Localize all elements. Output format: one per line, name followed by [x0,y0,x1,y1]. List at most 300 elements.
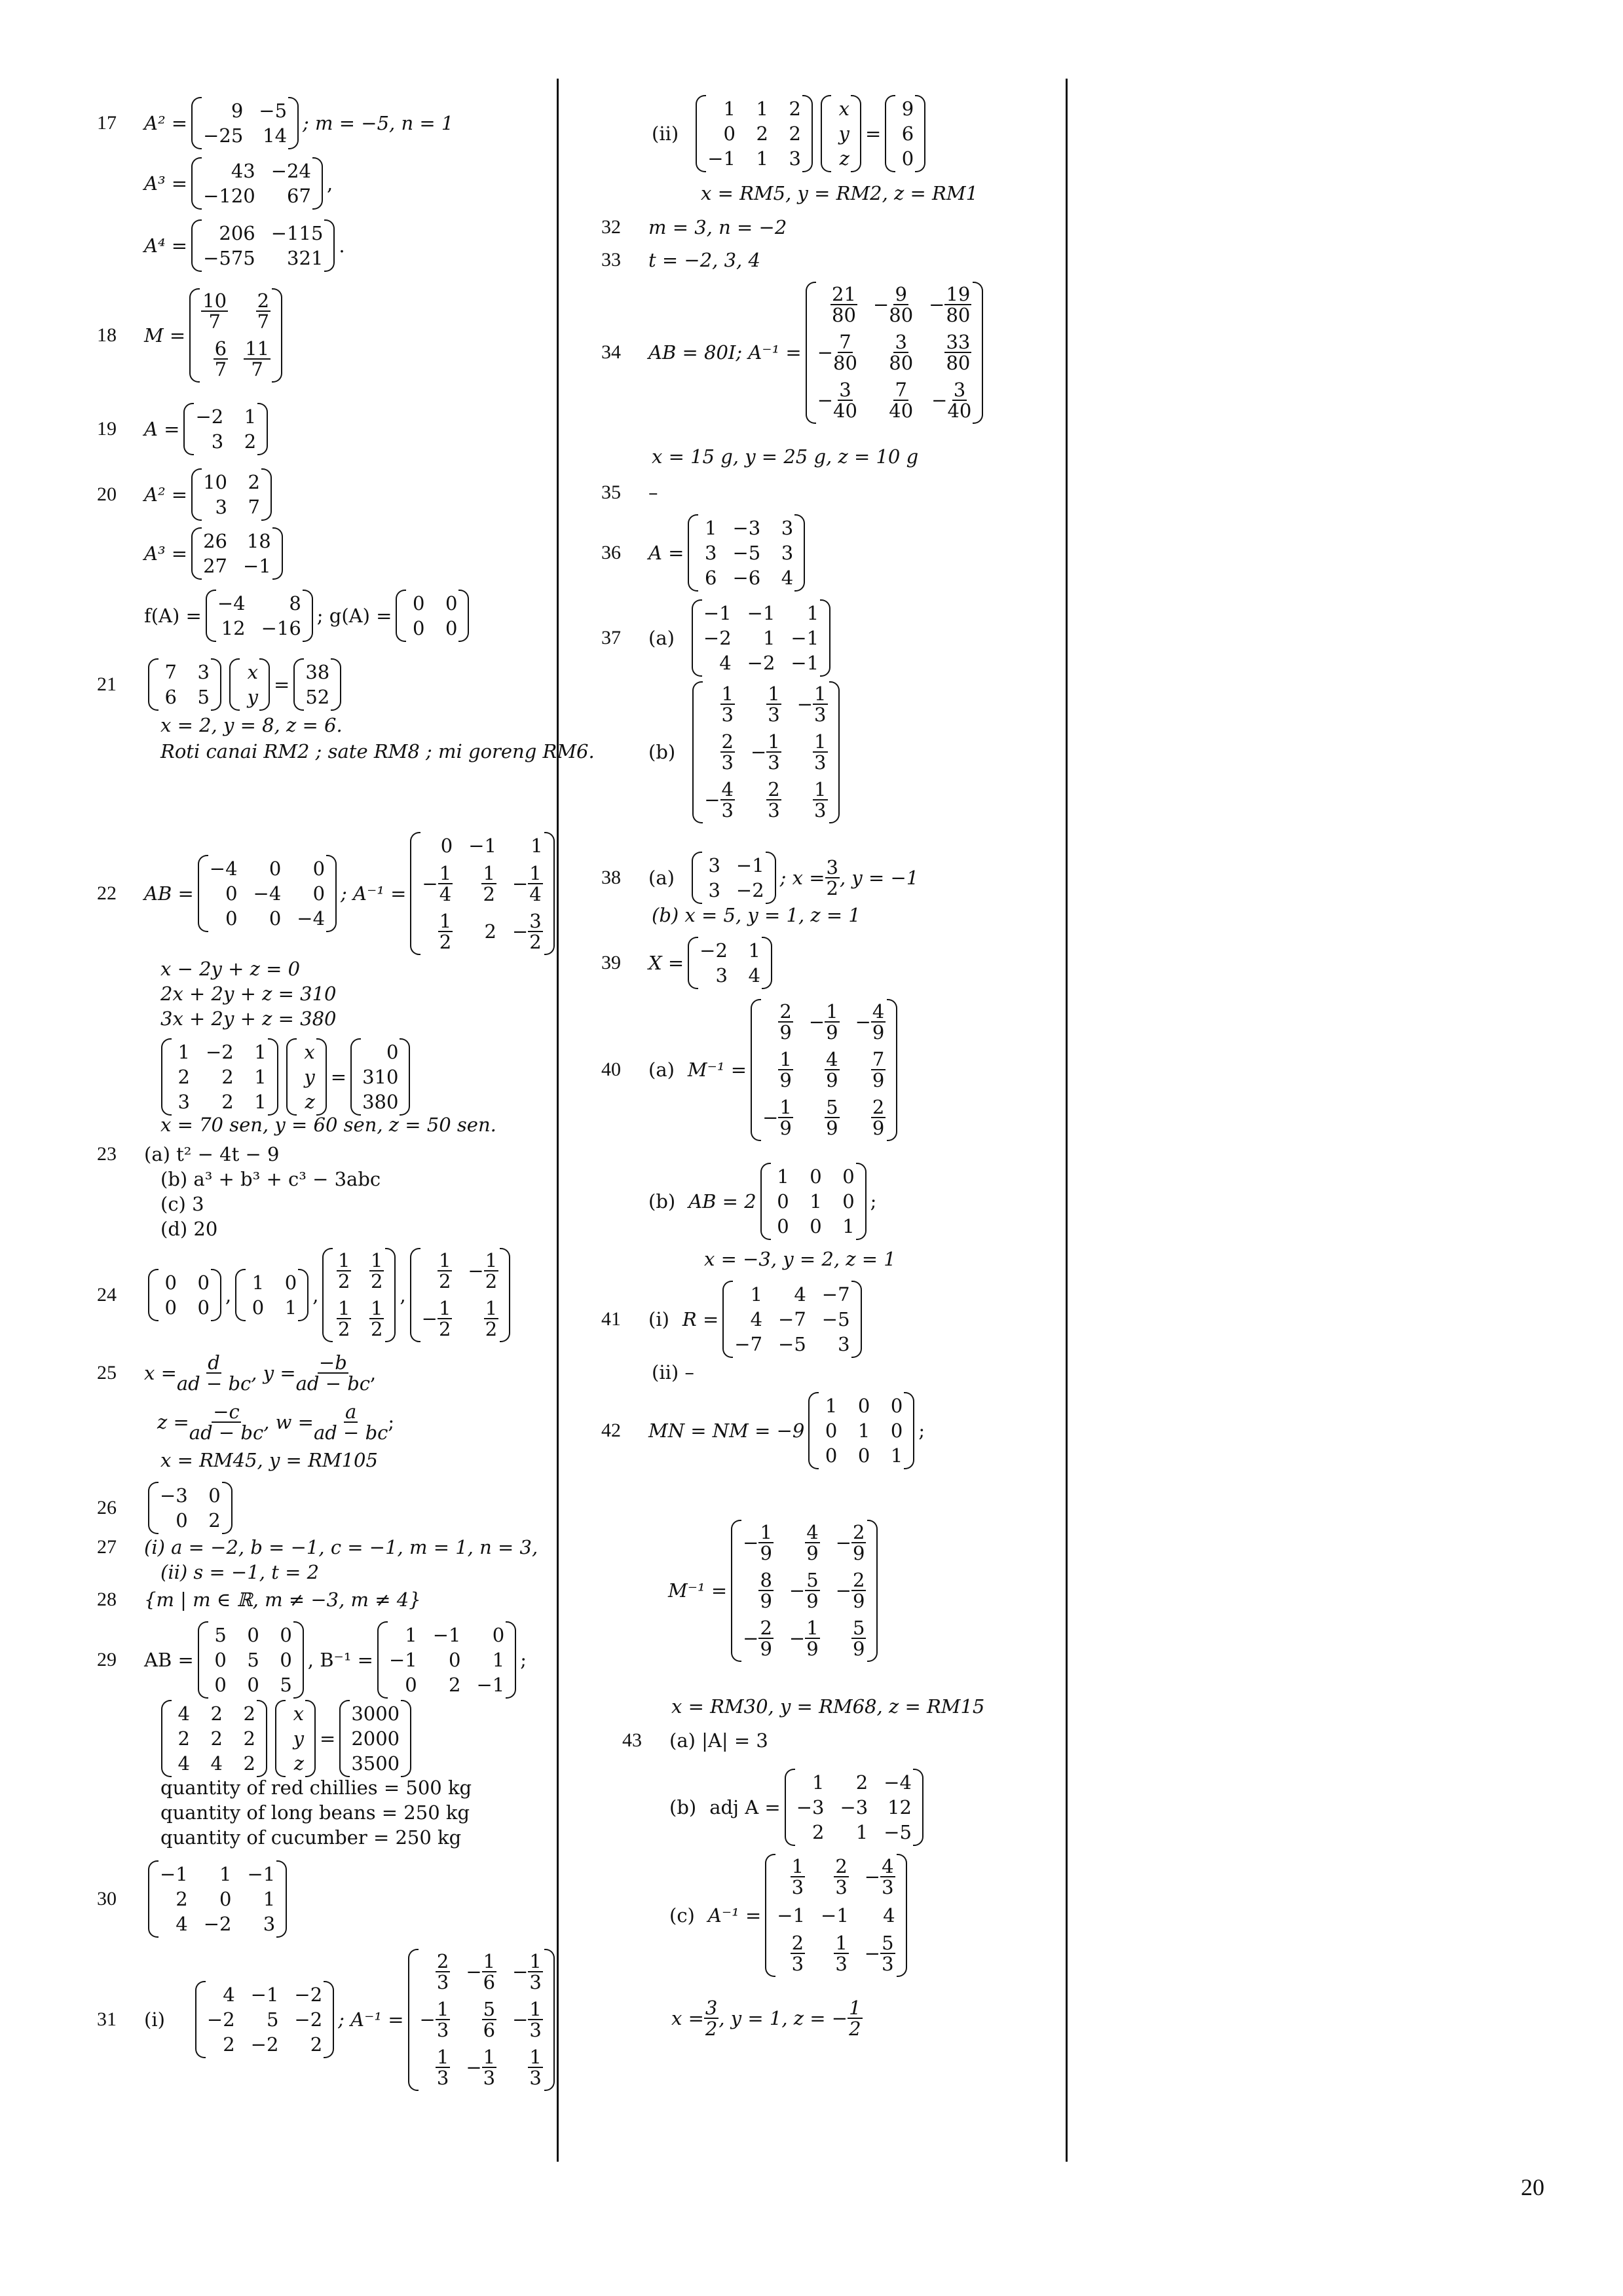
matrix-cell: 10 7 [202,290,227,333]
numerator: 3 [705,1997,718,2019]
matrix-cell: 1 [492,1649,505,1671]
matrix-cell: −115 [270,222,324,244]
matrix [289,658,345,711]
matrix-cell: 2 [449,1674,461,1696]
matrix-cell: 0 [857,1395,870,1417]
matrix-cell: 3 [705,542,717,564]
matrix [335,1700,415,1777]
matrix-cell: −1 [468,835,496,857]
matrix-right-bracket [851,1281,862,1358]
matrix-left-bracket [751,999,761,1141]
matrix-cell: 67 [287,185,311,207]
matrix-cell: 0 [219,1888,232,1910]
matrix-right-bracket [324,219,335,272]
matrix-right-bracket [856,1163,867,1240]
question-number: 31 [97,2008,117,2031]
matrix-cell: 14 [263,124,288,147]
matrix-cell: 0 [225,882,238,905]
matrix-left-bracket [765,1854,775,1977]
matrix-left-bracket [688,514,698,592]
question-number: 18 [97,324,117,346]
matrix-cell: 9 [231,100,244,122]
matrix-cell: 6 [901,122,914,145]
matrix-cell: −4 [217,592,246,614]
matrix [194,855,341,932]
matrix-cell: −2 [700,939,728,962]
answer-20 [97,468,276,521]
matrix-right-bracket [506,1621,516,1699]
matrix-left-bracket [183,403,194,455]
answer-37-b [648,681,844,823]
matrix-cell: −1 [707,147,736,170]
matrix-left-bracket [161,1038,172,1116]
matrix [194,1621,308,1699]
matrix [817,95,865,172]
matrix-cell: 3 [781,517,794,539]
question-number: 21 [97,673,117,695]
matrix-cell: 2 [484,920,496,943]
matrix-cell: 4 [748,964,760,987]
matrix-cell: 2 [210,1703,223,1725]
expression-label: A³ = [144,172,188,195]
matrix-right-bracket [544,1949,555,2091]
matrix-cell: 1 2 [439,909,452,954]
matrix-cell: 4 [210,1752,223,1775]
matrix-cell: 3 [197,661,210,683]
expression-label: x = [144,1362,177,1385]
matrix-cell: 1 [810,1190,822,1213]
matrix-cell: 1 [177,1041,190,1063]
matrix-cell: 3 80 [889,330,914,375]
matrix-cell: −1 [777,1904,806,1927]
matrix-cell: 12 [221,617,246,639]
matrix-cell: 2 [789,98,801,120]
punctuation: ; [918,1420,925,1442]
matrix-cell: 43 [231,160,255,182]
question-number: 20 [97,483,117,505]
matrix-cell: − $\frac{4}{3}$ [864,1855,894,1899]
matrix-cell: 2 [789,122,801,145]
matrix [144,1860,291,1938]
matrix-left-bracket [350,1038,361,1116]
matrix-cell: 1 [284,1296,297,1319]
answer-29-line: quantity of cucumber = 250 kg [160,1826,462,1849]
matrix-left-bracket [229,658,240,711]
answer-20-a3 [144,527,287,580]
matrix-cell: 1 [806,602,819,624]
fraction [825,857,840,899]
matrix-cell: 2 [855,1771,868,1794]
matrix-cell: 6 [705,567,717,589]
denominator: 2 [849,2018,861,2041]
matrix-cell: 0 [445,617,458,639]
expression-label: A⁻¹ = [707,1904,762,1927]
question-number: 42 [601,1420,621,1441]
answer-42-inv [668,1520,882,1662]
matrix-cell: 1 2 [337,1249,350,1293]
numerator: 3 [826,856,838,878]
question-number: 19 [97,418,117,440]
matrix-left-bracket [191,527,202,580]
matrix-cell: 2 [248,471,260,493]
matrix-left-bracket [235,1269,246,1321]
matrix-cell: −1 [160,1863,188,1885]
numerator: −b [318,1351,347,1374]
matrix-cell: 11 7 [245,337,270,381]
matrix-cell: 7 9 [872,1047,885,1092]
matrix [157,1038,282,1116]
matrix-cell: 3 [781,542,794,564]
matrix-cell: − $\frac{1}{9}$ [789,1616,819,1661]
matrix-cell: 2 [756,122,768,145]
matrix-cell: 4 9 [826,1047,838,1092]
matrix [144,658,225,711]
question-number: 39 [601,952,621,973]
matrix-cell: 2 [244,430,257,453]
equals-sign: = [274,673,290,696]
matrix-cell: − $\frac{4}{9}$ [855,1000,885,1044]
matrix-cell: −2 [203,1913,232,1935]
matrix [225,658,274,711]
answer-text: t = −2, 3, 4 [648,249,760,271]
answer-21 [97,658,345,711]
expression-label: A² = [144,483,188,506]
matrix-cell: −3 [796,1796,825,1818]
expression-label: AB = 80I; A⁻¹ = [648,341,802,364]
matrix-cell: −120 [203,185,255,207]
question-number: 24 [97,1283,117,1306]
matrix-left-bracket [885,95,895,172]
matrix [187,527,287,580]
matrix [187,157,327,210]
expression-label: A = [144,418,180,440]
matrix-right-bracket [272,527,283,580]
matrix-cell: 0 [269,907,282,930]
matrix-right-bracket [915,95,925,172]
matrix-left-bracket [293,658,304,711]
answer-22-values: x = 70 sen, y = 60 sen, z = 50 sen. [160,1114,496,1136]
answer-17-a3: A³ = 43 −24 −120 67 , [144,157,333,210]
matrix-left-bracket [191,97,202,149]
numerator: −c [213,1401,240,1423]
matrix-cell: 1 3 [721,683,734,726]
matrix-cell: 0 [492,1624,505,1646]
matrix-left-bracket [148,658,159,711]
matrix-cell: 2 [310,2033,323,2056]
matrix-cell: 7 [248,496,260,518]
matrix-right-bracket [222,1482,233,1534]
part-answer: (ii) s = −1, t = 2 [160,1561,320,1583]
answer-29-line: quantity of long beans = 250 kg [160,1801,470,1824]
matrix-right-bracket [897,1854,907,1977]
matrix-right-bracket [257,1700,267,1777]
matrix-cell: − $\frac{7}{80}$ [817,330,857,375]
matrix-cell: − $\frac{3}{40}$ [817,378,857,423]
expression-label: , y = [251,1362,296,1385]
matrix-cell: 0 [445,592,458,614]
answer-22-system: 1 −2 1 2 2 1 3 2 1 x y z = 0 310 380 [157,1038,414,1116]
matrix-cell: 4 [176,1913,188,1935]
answer-18 [97,288,286,383]
matrix-cell: 1 2 [370,1249,383,1293]
expression-text: ; m = −5, n = 1 [303,112,454,134]
answer-43-b [669,1769,927,1846]
matrix-cell: 0 [777,1190,789,1213]
matrix-cell: 0 [312,882,326,905]
question-number: 33 [601,249,621,271]
matrix-cell: 2 [221,1066,234,1088]
matrix-cell: 3 [838,1333,850,1355]
answer-25: 25 x = $\frac{d}{ad - bc}$ , y = $\frac{-b}{ad - bc}$ , [97,1351,377,1395]
answer-30 [97,1860,291,1938]
matrix-cell: 1 [750,1283,763,1306]
matrix-cell: −2 [206,2008,235,2031]
matrix-right-bracket [973,282,983,424]
answer-40-values: x = −3, y = 2, z = 1 [704,1248,896,1270]
matrix-left-bracket [286,1038,297,1116]
matrix-cell: −1 [703,602,732,624]
matrix-cell: 0 [901,147,914,170]
punctuation: ; [870,1190,877,1213]
matrix-cell: 2 [177,1727,190,1750]
matrix-left-bracket [692,852,702,904]
fraction [314,1402,388,1443]
expression-label: AB = [144,882,194,905]
matrix-cell: 26 [203,530,227,552]
part-label: (c) [669,1904,695,1927]
matrix-cell: 2000 [351,1727,400,1750]
answer-33 [601,249,760,271]
matrix-cell: 5 [214,1624,227,1646]
answer-27 [97,1536,538,1558]
matrix-cell: 0 [890,1395,903,1417]
matrix-cell: 4 [781,567,794,589]
matrix-cell: 2 [177,1066,190,1088]
matrix [187,468,276,521]
matrix-left-bracket [195,1981,206,2058]
matrix-cell: 2 [243,1727,255,1750]
answer-35 [601,481,658,504]
matrix-left-bracket [785,1769,795,1846]
expression-label: MN = NM = −9 [648,1420,805,1442]
matrix [185,288,286,383]
matrix-cell: 5 6 [483,1997,496,2042]
matrix-cell: − $\frac{1}{3}$ [466,2045,496,2090]
question-number: 17 [97,112,117,134]
matrix [881,95,929,172]
matrix-cell: 4 [883,1904,895,1927]
matrix-left-bracket [722,1281,733,1358]
matrix-cell: −5 [884,1821,912,1843]
part-answer: (i) a = −2, b = −1, c = −1, m = 1, n = 3, [144,1536,538,1558]
matrix-cell: 321 [287,247,324,269]
matrix-right-bracket [288,97,299,149]
matrix-cell: 6 [164,686,177,708]
matrix-cell: 9 [901,98,914,120]
matrix-cell: 38 [305,661,330,683]
question-number: 28 [97,1589,117,1610]
answer-text: {m | m ∈ ℝ, m ≠ −3, m ≠ 4} [144,1589,421,1611]
expression-label: AB = 2 [688,1190,756,1213]
matrix-cell: z [839,147,849,170]
expression-label: A⁴ = [144,235,188,257]
matrix-right-bracket [385,1248,396,1342]
matrix-cell: −1 [747,602,775,624]
part-label: (b) [669,1796,697,1818]
matrix-right-bracket [305,1700,316,1777]
matrix-cell: 1 [252,1271,265,1294]
matrix-right-bracket [829,681,840,823]
matrix-cell: 1 2 [483,862,495,906]
matrix-cell: 0 [269,857,282,880]
matrix [692,95,817,172]
matrix-cell: 27 [203,555,227,577]
matrix-cell: −1 [250,1984,279,2006]
matrix-cell: −1 [243,555,271,577]
matrix-cell: x [304,1041,315,1063]
matrix-cell: 2 3 [835,1855,848,1899]
denominator: 2 [826,877,838,899]
matrix-cell: −2 [294,1984,323,2006]
matrix-right-bracket [913,1769,923,1846]
matrix-left-bracket [148,1482,159,1534]
matrix [271,1700,320,1777]
matrix-cell: 2 [176,1888,188,1910]
answer-25-values: x = RM45, y = RM105 [160,1449,378,1471]
matrix-cell: − $\frac{1}{4}$ [422,862,452,906]
expression-text: ; x = [779,867,825,889]
matrix [406,1248,515,1342]
expression-label: ; g(A) = [316,605,392,627]
matrix-cell: − $\frac{2}{9}$ [743,1616,772,1661]
matrix-cell: − $\frac{1}{4}$ [512,862,542,906]
part-label: (a) [648,627,675,649]
matrix [373,1621,520,1699]
matrix [231,1269,312,1321]
matrix-cell: 0 [412,592,425,614]
matrix-left-bracket [396,590,406,642]
expression-label: M⁻¹ = [668,1579,728,1602]
expression-label: ; A⁻¹ = [338,2008,404,2031]
matrix-left-bracket [760,1163,771,1240]
answer-41 [601,1281,866,1358]
matrix-cell: 5 [247,1649,259,1671]
matrix [802,282,988,424]
matrix-cell: 10 [203,471,227,493]
matrix-right-bracket [276,1860,287,1938]
matrix-cell: 0 [176,1509,188,1532]
matrix-cell: 1 2 [485,1296,498,1341]
matrix-cell: 3 [177,1091,190,1113]
matrix-left-bracket [191,157,202,210]
matrix [718,1281,865,1358]
matrix-cell: −3 [160,1484,188,1507]
expression-text: , y = −1 [840,867,919,889]
expression-label: A = [648,542,684,564]
matrix-cell: 206 [219,222,255,244]
matrix-cell: − $\frac{1}{3}$ [750,730,780,774]
matrix-right-bracket [312,157,323,210]
matrix-cell: 2 9 [779,1000,792,1044]
matrix-cell: 1 [777,1165,789,1188]
matrix-cell: −2 [195,405,224,428]
matrix-cell: −1 [736,854,764,876]
matrix-right-bracket [268,1038,278,1116]
matrix-cell: 0 [284,1271,297,1294]
question-number: 32 [601,216,621,238]
matrix-cell: 5 9 [826,1095,838,1140]
matrix-right-bracket [259,658,270,711]
matrix [144,1482,236,1534]
question-number: 30 [97,1888,117,1910]
matrix-cell: 1 [857,1420,870,1442]
fraction [189,1402,263,1443]
matrix [404,1949,559,2091]
matrix-cell: −5 [259,100,288,122]
matrix-cell: 1 [254,1066,267,1088]
matrix-left-bracket [339,1700,350,1777]
matrix-cell: 1 [531,835,543,857]
matrix-right-bracket [211,658,221,711]
matrix-cell: 3 [708,854,720,876]
matrix-cell: 3500 [351,1752,400,1775]
matrix-left-bracket [191,468,202,521]
matrix-cell: 0 [208,1484,221,1507]
matrix-left-bracket [206,590,216,642]
matrix-cell: 1 2 [438,1249,451,1293]
matrix-cell: 1 [762,627,775,649]
matrix-cell: 5 [197,686,210,708]
matrix [756,1163,870,1240]
matrix-cell: 2 [223,2033,235,2056]
answer-36 [601,514,809,592]
matrix-cell: 4 [719,652,732,674]
matrix-cell: − $\frac{1}{2}$ [421,1296,451,1341]
matrix-cell: 1 2 [337,1296,350,1341]
matrix [747,999,901,1141]
numerator: a [345,1401,357,1423]
matrix-left-bracket [148,1269,159,1321]
matrix-cell: 33 80 [946,330,971,375]
matrix-cell: −4 [297,907,326,930]
matrix-cell: 0 [810,1165,822,1188]
matrix-cell: 8 9 [760,1568,772,1613]
fraction [704,1998,718,2039]
matrix-cell: 52 [305,686,330,708]
expression-label: X = [648,952,684,974]
matrix-left-bracket [808,1392,819,1469]
denominator: 2 [705,2018,718,2041]
matrix-right-bracket [257,403,268,455]
matrix-cell: 2 [243,1703,255,1725]
matrix [187,219,339,272]
matrix-cell: 1 3 [814,730,827,774]
matrix-cell: − $\frac{5}{9}$ [789,1568,819,1613]
matrix-cell: 0 [386,1041,399,1063]
part-answer: (b) x = 5, y = 1, z = 1 [652,904,861,926]
answer-43-values [671,1998,863,2039]
expression-label: f(A) = [144,605,202,627]
matrix [406,832,558,955]
matrix-cell: 0 [825,1444,838,1467]
question-number: 36 [601,542,621,563]
matrix-cell: −25 [203,124,244,147]
matrix-right-bracket [802,95,813,172]
matrix-cell: 1 3 [436,2045,449,2090]
matrix-right-bracket [211,1269,221,1321]
answer-29-system: 4 2 2 2 2 2 4 4 2 x y z = 3000 2000 3500 [157,1700,415,1777]
answer-43-c [669,1854,911,1977]
